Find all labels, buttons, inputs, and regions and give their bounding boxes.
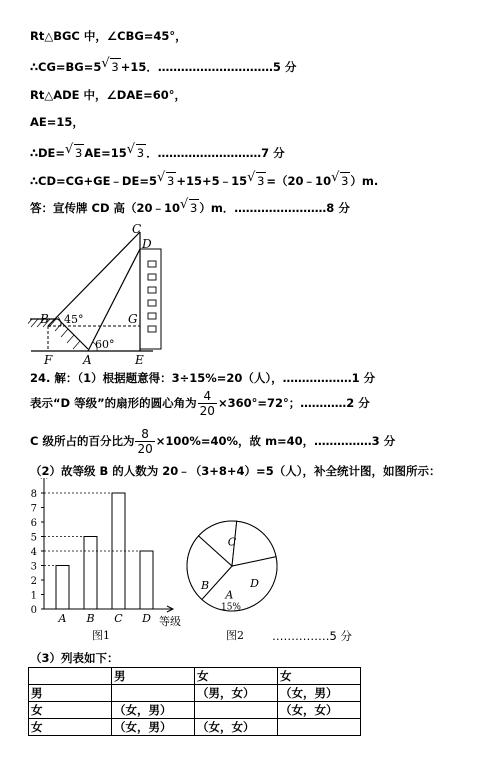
x-tick-label: B xyxy=(86,612,95,625)
label-d: D xyxy=(142,237,152,251)
bar-a xyxy=(56,566,69,610)
table-cell: 女 xyxy=(29,702,112,719)
q24-line-4: （2）故等级 B 的人数为 20﹣（3+8+4）=5（人），补全统计图，如图所示： xyxy=(30,464,441,478)
table-cell: （女，女） xyxy=(278,702,361,719)
sqrt-symbol: √ 3 xyxy=(166,172,176,189)
q24-line-1: 24. 解：（1）根据题意得：3÷15%=20（人），………………1 分 xyxy=(30,371,376,385)
y-tick-label: 7 xyxy=(30,503,37,515)
label-f: F xyxy=(44,353,53,367)
pie-label-d: D xyxy=(250,577,259,591)
table-header-row xyxy=(29,668,361,685)
label-e: E xyxy=(135,353,144,367)
table-cell: （女，男） xyxy=(278,685,361,702)
x-tick-label: C xyxy=(114,612,123,625)
pie-label-a: A xyxy=(225,588,234,602)
score-5: ……………5 分 xyxy=(272,629,352,643)
table-cell xyxy=(278,719,361,736)
q24-line-3: C 级所占的百分比为 $\frac{8}{20}$ ×100%=40%，故 m=40，……………3 分 xyxy=(30,427,396,456)
text-line-3: Rt△ADE 中，∠DAE=60°， xyxy=(30,88,187,102)
text-line-5: ∴DE=√ 3 AE=15√ 3 ．………………………7 分 xyxy=(30,144,285,161)
sqrt-symbol: √ 3 xyxy=(256,172,266,189)
x-axis-label: 等级 xyxy=(159,615,181,628)
table-cell: （女，男） xyxy=(112,702,195,719)
text-line-4: AE=15， xyxy=(30,115,84,129)
table-row xyxy=(29,702,361,719)
label-angle-45: 45° xyxy=(64,313,84,326)
table-cell xyxy=(112,685,195,702)
figure-caption: 图1 xyxy=(92,629,110,642)
table-cell: 女 xyxy=(195,668,278,685)
sqrt-symbol: √ 3 xyxy=(136,144,146,161)
sqrt-symbol: √ 3 xyxy=(110,58,120,75)
x-tick-label: A xyxy=(58,612,67,625)
sqrt-symbol: √ 3 xyxy=(74,144,84,161)
table-cell: （男，女） xyxy=(195,685,278,702)
pie-label-b: B xyxy=(200,578,210,592)
label-a: A xyxy=(83,353,92,367)
x-tick-label: D xyxy=(142,612,151,625)
figure-caption: 图2 xyxy=(226,629,244,642)
text-line-6: ∴CD=CG+GE﹣DE=5√ 3 +15+5﹣15√ 3 =（20﹣10√ 3 ）m. xyxy=(30,172,378,189)
label-c: C xyxy=(132,222,142,236)
table-cell: 男 xyxy=(112,668,195,685)
y-tick-label: 8 xyxy=(30,489,37,500)
q24-line-2: 表示“D 等级”的扇形的圆心角为 $\frac{4}{20}$ ×360°=72°；…………2 分 xyxy=(30,389,370,418)
y-tick-label: 3 xyxy=(30,561,37,573)
table-cell: 女 xyxy=(278,668,361,685)
label-b: B xyxy=(40,312,49,326)
fraction: $\frac{4}{20}$ xyxy=(199,389,215,418)
geometry-figure xyxy=(28,222,178,367)
table-cell xyxy=(195,702,278,719)
y-tick-label: 1 xyxy=(30,590,37,602)
pie-percent-label: 15% xyxy=(220,602,242,613)
fraction: $\frac{8}{20}$ xyxy=(137,427,153,456)
y-tick-label: 0 xyxy=(30,605,37,616)
table-row xyxy=(29,719,361,736)
text-line-2: ∴CG=BG=5√ 3 +15．…………………………5 分 xyxy=(30,58,296,75)
label-g: G xyxy=(128,312,138,326)
table-cell: 女 xyxy=(29,719,112,736)
table-cell: 男 xyxy=(29,685,112,702)
pie-label-c: C xyxy=(227,535,237,549)
answer-line: 答：宣传牌 CD 高（20﹣10√ 3 ）m．……………………8 分 xyxy=(30,199,350,216)
table-cell: （女，女） xyxy=(195,719,278,736)
outcome-table xyxy=(28,667,361,736)
sqrt-symbol: √ 3 xyxy=(189,199,199,216)
text-line-1: Rt△BGC 中，∠CBG=45°， xyxy=(30,29,187,43)
y-tick-label: 4 xyxy=(30,547,37,558)
sqrt-symbol: √ 3 xyxy=(340,172,350,189)
table-row xyxy=(29,685,361,702)
table-cell: （女，男） xyxy=(112,719,195,736)
label-angle-60: 60° xyxy=(95,338,115,351)
pie-chart xyxy=(183,518,283,642)
q24-line-5: （3）列表如下： xyxy=(30,651,119,665)
bar-d xyxy=(140,551,153,609)
table-cell xyxy=(29,668,112,685)
y-tick-label: 6 xyxy=(30,518,37,529)
y-tick-label: 5 xyxy=(30,532,37,544)
y-tick-label: 2 xyxy=(30,576,37,587)
bar-chart xyxy=(22,478,192,646)
bar-b xyxy=(84,537,97,610)
